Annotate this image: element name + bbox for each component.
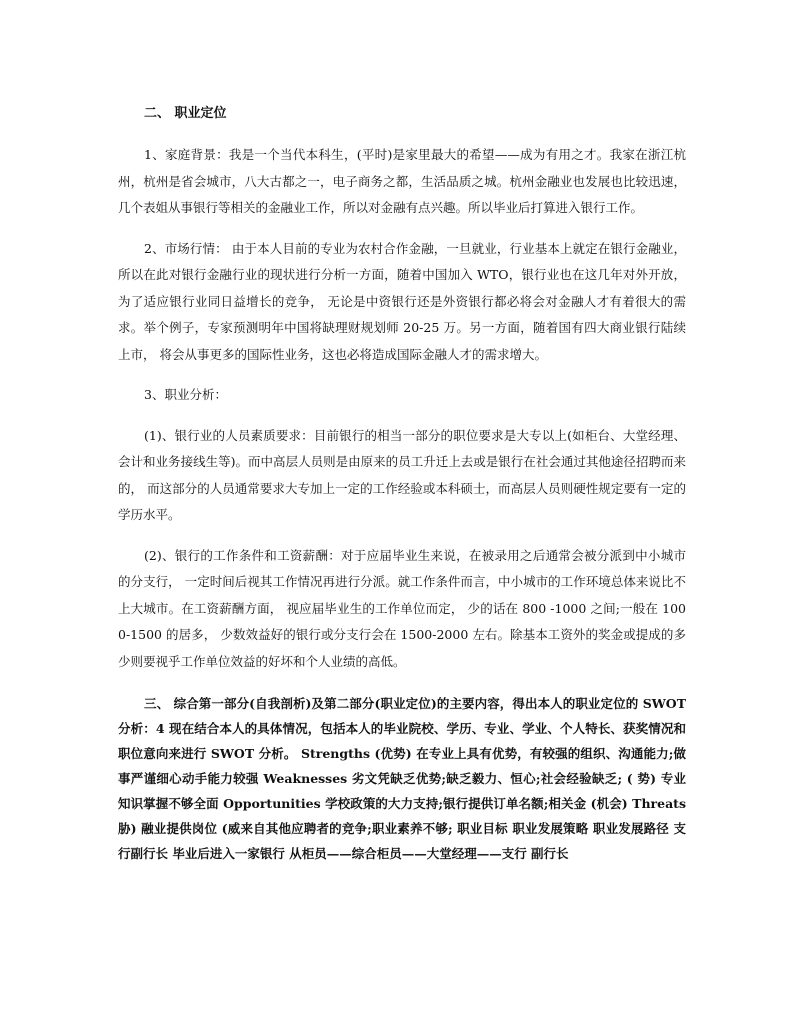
- paragraph-career-analysis-heading: 3、职业分析：: [144, 387, 227, 402]
- paragraph-market-conditions: 2、市场行情： 由于本人目前的专业为农村合作金融，一旦就业，行业基本上就定在银行金融业，所以在此对银行金融行业的现状进行分析一方面，随着中国加入 WTO，银行业也在这几年对外开放，为了适应银行业同日益增长的竞争， 无论是中资银行还是外资银行都必将会对金融人才有着很大的需求。举个例子，专家预测明年中国将缺理财规划师 20-25 万。另一方面，随着国有四大商业银行陆续上市， 将会从事更多的国际性业务，这也必将造成国际金融人才的需求增大。: [118, 240, 686, 362]
- paragraph-staff-requirements: (1)、银行业的人员素质要求：目前银行的相当一部分的职位要求是大专以上(如柜台、大堂经理、会计和业务接线生等)。而中高层人员则是由原来的员工升迁上去或是银行在社会通过其他途径招聘而来的， 而这部分的人员通常要求大专加上一定的工作经验或本科硕士，而高层人员则硬性规定要有一定的学历水平。: [118, 427, 686, 522]
- paragraph-working-conditions: (2)、银行的工作条件和工资薪酬：对于应届毕业生来说，在被录用之后通常会被分派到中小城市的分支行， 一定时间后视其工作情况再进行分派。就工作条件而言，中小城市的工作环境总体来说比不上大城市。在工资薪酬方面， 视应届毕业生的工作单位而定， 少的话在 800 -1000 之间;一般在 1000-1500 的居多， 少数效益好的银行或分支行会在 1500-2000 左右。除基本工资外的奖金或提成的多少则要视乎工作单位效益的好坏和个人业绩的高低。: [118, 547, 686, 669]
- document-page: [118, 104, 686, 880]
- section-heading-career-positioning: 二、 职业定位: [144, 106, 227, 121]
- paragraph-family-background: 1、家庭背景：我是一个当代本科生，(平时)是家里最大的希望——成为有用之才。我家在浙江杭州，杭州是省会城市，八大古都之一，电子商务之都，生活品质之城。杭州金融业也发展也比较迅速，几个表姐从事银行等相关的金融业工作，所以对金融有点兴趣。所以毕业后打算进入银行工作。: [118, 147, 686, 215]
- paragraph-swot-analysis: 三、 综合第一部分(自我剖析)及第二部分(职业定位)的主要内容，得出本人的职业定位的 SWOT 分析：4 现在结合本人的具体情况，包括本人的毕业院校、学历、专业、学业、个人特长、获奖情况和职位意向来进行 SWOT 分析。 Strengths (优势) 在专业上具有优势，有较强的组织、沟通能力;做事严谨细心动手能力较强 Weaknesses 劣文凭缺乏优势;缺乏毅力、恒心;社会经验缺乏; ( 势) 专业知识掌握不够全面 Opportunities 学校政策的大力支持;银行提供订单名额;相关金 (机会) Threats 胁) 融业提供岗位 (威来自其他应聘者的竞争;职业素养不够; 职业目标 职业发展策略 职业发展路径 支行副行长 毕业后进入一家银行 从柜员——综合柜员——大堂经理——支行 副行长: [118, 696, 686, 861]
